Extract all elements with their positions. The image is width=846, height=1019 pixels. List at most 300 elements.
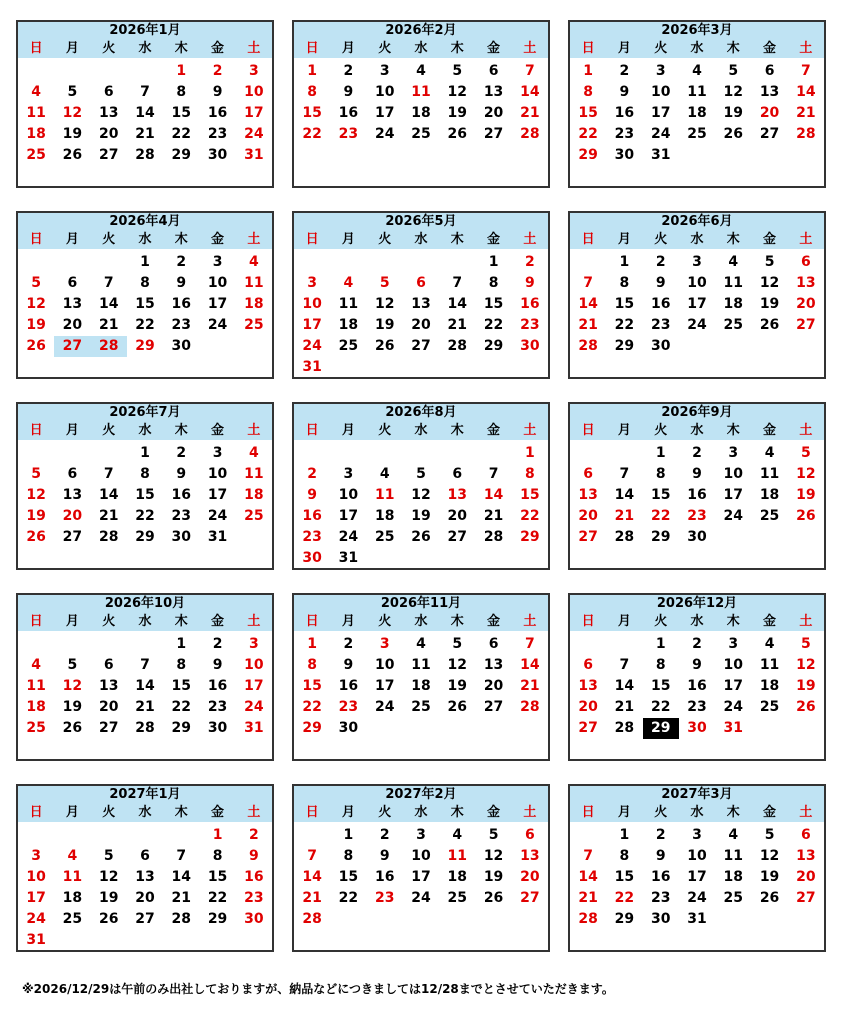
day-cell: 3 (212, 254, 223, 270)
day-cell: 8 (140, 466, 150, 482)
day-cell: 5 (103, 848, 114, 864)
day-cell: 27 (796, 317, 816, 333)
day-cell: 15 (614, 869, 635, 885)
day-cell: 20 (62, 508, 83, 524)
day-cell: 20 (135, 890, 155, 906)
day-cell: 9 (343, 657, 354, 673)
day-cell: 31 (244, 720, 264, 736)
day-cell: 24 (650, 126, 671, 142)
day-cell: 10 (207, 275, 228, 291)
weekday-label: 金 (763, 614, 777, 629)
day-cell: 12 (759, 848, 780, 864)
day-cell: 20 (98, 699, 119, 715)
weekday-label: 土 (799, 805, 813, 820)
day-cell: 1 (176, 63, 187, 79)
day-cell: 30 (614, 147, 635, 163)
day-cell: 9 (655, 275, 666, 291)
weekday-label: 金 (487, 423, 501, 438)
day-cell: 7 (488, 466, 499, 482)
day-cell: 13 (578, 678, 598, 694)
day-cell: 8 (176, 84, 187, 100)
weekday-label: 木 (174, 41, 188, 56)
day-cell: 20 (520, 869, 540, 885)
day-empty (606, 634, 642, 655)
day-cell: 8 (619, 848, 630, 864)
weekday-label: 木 (726, 41, 740, 56)
day-grid (294, 440, 548, 569)
day-cell: 6 (583, 466, 594, 482)
day-cell: 26 (447, 126, 468, 142)
day-cell: 2 (655, 254, 666, 270)
day-grid (570, 249, 824, 357)
day-empty (18, 825, 54, 846)
weekday-label: 日 (305, 232, 319, 247)
day-cell: 23 (338, 699, 359, 715)
day-cell: 11 (244, 466, 264, 482)
weekday-label: 木 (726, 805, 740, 820)
day-cell: 23 (650, 890, 671, 906)
day-cell: 22 (302, 126, 322, 142)
day-cell: 11 (338, 296, 359, 312)
day-cell: 30 (244, 911, 264, 927)
day-cell: 7 (140, 657, 150, 673)
day-cell: 28 (578, 911, 598, 927)
day-cell: 13 (62, 296, 83, 312)
day-cell: 22 (483, 317, 504, 333)
weekday-label: 火 (378, 232, 392, 247)
day-cell: 9 (379, 848, 390, 864)
day-cell: 2 (307, 466, 318, 482)
day-cell: 29 (171, 720, 192, 736)
month-title: 2027年1月 (18, 786, 272, 804)
weekday-label: 水 (414, 614, 428, 629)
day-cell: 29 (650, 529, 671, 545)
day-cell: 27 (520, 890, 540, 906)
day-cell: 5 (800, 445, 811, 461)
day-cell: 8 (343, 848, 354, 864)
day-cell: 27 (98, 147, 119, 163)
weekday-label: 日 (581, 41, 595, 56)
day-cell: 9 (524, 275, 535, 291)
day-cell: 28 (302, 911, 322, 927)
month-title: 2026年2月 (294, 22, 548, 40)
day-empty (403, 443, 439, 464)
day-cell: 27 (411, 338, 431, 354)
day-cell: 8 (655, 466, 666, 482)
day-cell: 14 (578, 296, 598, 312)
day-cell: 19 (796, 678, 816, 694)
day-cell: 24 (207, 508, 228, 524)
day-cell: 20 (411, 317, 431, 333)
month-title: 2026年4月 (18, 213, 272, 231)
day-cell: 29 (578, 147, 598, 163)
day-cell: 17 (650, 105, 671, 121)
weekday-header (18, 40, 272, 58)
weekday-label: 日 (29, 232, 43, 247)
day-cell: 8 (619, 275, 630, 291)
day-cell: 14 (520, 657, 540, 673)
day-cell: 5 (31, 275, 42, 291)
day-cell: 26 (411, 529, 431, 545)
day-cell: 6 (524, 827, 535, 843)
day-cell: 8 (140, 275, 150, 291)
day-cell: 8 (524, 466, 535, 482)
day-cell: 26 (62, 147, 83, 163)
weekday-label: 金 (487, 41, 501, 56)
day-cell: 24 (207, 317, 228, 333)
day-cell: 24 (26, 911, 46, 927)
day-cell: 16 (207, 105, 228, 121)
day-cell: 3 (379, 63, 390, 79)
day-cell: 14 (520, 84, 540, 100)
day-cell: 3 (31, 848, 42, 864)
day-cell: 5 (67, 84, 78, 100)
day-cell: 24 (338, 529, 359, 545)
day-cell: 10 (411, 848, 431, 864)
day-cell: 10 (338, 487, 359, 503)
day-cell: 26 (796, 699, 816, 715)
day-cell: 28 (447, 338, 468, 354)
day-cell: 4 (31, 84, 42, 100)
day-cell: 20 (578, 699, 598, 715)
day-cell: 17 (302, 317, 322, 333)
day-cell: 1 (307, 636, 318, 652)
day-cell: 10 (26, 869, 46, 885)
day-cell: 30 (687, 720, 707, 736)
weekday-label: 日 (29, 41, 43, 56)
day-cell: 26 (98, 911, 119, 927)
day-cell: 21 (578, 317, 598, 333)
day-cell: 18 (244, 487, 264, 503)
day-cell: 3 (416, 827, 426, 843)
day-cell: 7 (800, 63, 811, 79)
day-cell: 16 (171, 296, 192, 312)
day-cell: 2 (619, 63, 630, 79)
day-cell: 24 (244, 126, 264, 142)
day-cell: 18 (759, 487, 780, 503)
day-cell: 17 (411, 869, 431, 885)
day-empty (91, 443, 127, 464)
day-cell: 2 (248, 827, 259, 843)
weekday-header (570, 231, 824, 249)
day-cell: 14 (98, 487, 119, 503)
weekday-label: 金 (211, 41, 225, 56)
day-cell: 7 (452, 275, 463, 291)
month-calendar (568, 211, 826, 379)
day-cell: 17 (723, 487, 744, 503)
day-cell: 18 (687, 105, 707, 121)
day-cell: 22 (614, 317, 635, 333)
day-cell: 24 (244, 699, 264, 715)
day-cell: 15 (171, 678, 192, 694)
day-cell: 17 (374, 105, 395, 121)
day-cell: 30 (207, 720, 228, 736)
day-cell: 13 (796, 848, 816, 864)
day-cell: 6 (452, 466, 463, 482)
day-cell: 29 (614, 338, 635, 354)
weekday-label: 日 (581, 423, 595, 438)
day-cell: 1 (212, 827, 223, 843)
day-grid (570, 58, 824, 166)
day-cell: 17 (26, 890, 46, 906)
day-cell: 31 (338, 550, 359, 566)
day-cell: 2 (176, 254, 187, 270)
day-cell: 25 (723, 890, 744, 906)
day-empty (367, 252, 403, 273)
day-cell: 4 (379, 466, 390, 482)
day-cell: 15 (135, 487, 155, 503)
day-empty (91, 252, 127, 273)
day-cell: 18 (411, 678, 431, 694)
day-cell: 4 (764, 636, 775, 652)
day-cell: 26 (447, 699, 468, 715)
day-cell: 2 (379, 827, 390, 843)
day-empty (570, 252, 606, 273)
day-cell: 15 (171, 105, 192, 121)
day-cell: 10 (374, 657, 395, 673)
day-cell: 17 (207, 487, 228, 503)
day-cell: 15 (650, 487, 671, 503)
day-cell: 25 (687, 126, 707, 142)
month-calendar (16, 20, 274, 188)
day-cell: 29 (302, 720, 322, 736)
day-cell: 20 (483, 678, 504, 694)
day-cell: 4 (728, 827, 739, 843)
day-cell: 19 (796, 487, 816, 503)
day-cell: 15 (650, 678, 671, 694)
weekday-label: 金 (487, 232, 501, 247)
weekday-header (570, 613, 824, 631)
day-cell: 12 (796, 657, 816, 673)
weekday-header (294, 422, 548, 440)
day-cell: 2 (692, 445, 702, 461)
weekday-label: 木 (450, 41, 464, 56)
day-cell: 31 (302, 359, 322, 375)
day-cell: 8 (176, 657, 187, 673)
weekday-label: 月 (65, 614, 79, 629)
weekday-label: 土 (523, 232, 537, 247)
day-cell: 11 (759, 657, 780, 673)
day-cell: 10 (374, 84, 395, 100)
day-cell: 14 (135, 105, 155, 121)
day-cell: 30 (302, 550, 322, 566)
weekday-label: 土 (247, 805, 261, 820)
weekday-label: 金 (211, 232, 225, 247)
day-cell: 23 (374, 890, 395, 906)
weekday-label: 日 (581, 614, 595, 629)
day-cell: 25 (759, 508, 780, 524)
day-cell: 26 (759, 890, 780, 906)
weekday-label: 金 (487, 614, 501, 629)
day-cell: 7 (307, 848, 318, 864)
day-empty (127, 61, 163, 82)
day-cell: 25 (411, 126, 431, 142)
day-cell: 3 (728, 636, 739, 652)
day-cell: 14 (614, 678, 635, 694)
day-cell: 23 (687, 508, 707, 524)
day-cell: 28 (135, 720, 155, 736)
day-cell: 2 (212, 63, 223, 79)
day-cell: 22 (520, 508, 540, 524)
day-cell: 9 (212, 657, 223, 673)
day-cell: 21 (171, 890, 192, 906)
day-cell: 29 (135, 338, 155, 354)
day-cell: 11 (687, 84, 707, 100)
day-cell: 5 (31, 466, 42, 482)
day-cell: 28 (98, 529, 119, 545)
day-cell: 15 (338, 869, 359, 885)
day-cell: 15 (302, 678, 322, 694)
day-cell: 15 (578, 105, 598, 121)
day-cell: 18 (723, 869, 744, 885)
day-cell: 13 (98, 105, 119, 121)
weekday-label: 日 (29, 423, 43, 438)
day-cell: 17 (687, 869, 707, 885)
day-cell: 5 (764, 254, 775, 270)
day-cell: 27 (483, 699, 504, 715)
day-cell: 10 (302, 296, 322, 312)
day-empty (294, 443, 330, 464)
day-cell: 18 (411, 105, 431, 121)
footnote: ※2026/12/29は午前のみ出社しておりますが、納品などにつきましては12/28までとさせていただきます。 (22, 982, 614, 996)
weekday-label: 月 (341, 805, 355, 820)
day-empty (475, 443, 511, 464)
day-cell: 15 (207, 869, 228, 885)
day-cell: 9 (692, 466, 702, 482)
day-cell: 29 (520, 529, 540, 545)
day-cell: 16 (171, 487, 192, 503)
month-calendar (292, 402, 550, 570)
day-cell: 13 (98, 678, 119, 694)
day-cell: 22 (338, 890, 359, 906)
day-cell: 22 (207, 890, 228, 906)
day-cell: 16 (302, 508, 322, 524)
month-title: 2026年7月 (18, 404, 272, 422)
day-empty (54, 634, 90, 655)
day-cell: 6 (67, 466, 78, 482)
day-cell: 23 (207, 126, 228, 142)
day-empty (18, 61, 54, 82)
weekday-label: 火 (378, 805, 392, 820)
day-cell: 31 (207, 529, 228, 545)
day-cell: 14 (302, 869, 322, 885)
weekday-label: 火 (654, 614, 668, 629)
day-cell: 7 (103, 466, 114, 482)
weekday-label: 火 (378, 614, 392, 629)
day-empty (91, 825, 127, 846)
day-cell: 13 (411, 296, 431, 312)
day-cell: 22 (302, 699, 322, 715)
day-cell: 11 (759, 466, 780, 482)
day-grid (570, 631, 824, 739)
weekday-label: 月 (65, 41, 79, 56)
day-empty (54, 252, 90, 273)
weekday-label: 金 (763, 41, 777, 56)
day-cell: 21 (520, 678, 540, 694)
day-empty (570, 634, 606, 655)
day-cell: 13 (578, 487, 598, 503)
day-cell: 18 (374, 508, 395, 524)
weekday-label: 火 (654, 423, 668, 438)
day-cell: 12 (26, 487, 46, 503)
day-cell: 19 (26, 317, 46, 333)
day-cell: 25 (374, 529, 395, 545)
day-empty (294, 252, 330, 273)
day-cell: 12 (98, 869, 119, 885)
day-empty (570, 443, 606, 464)
day-cell: 21 (98, 317, 119, 333)
weekday-label: 木 (174, 232, 188, 247)
day-cell: 13 (520, 848, 540, 864)
day-grid (18, 249, 272, 357)
day-cell: 28 (614, 720, 635, 736)
month-title: 2026年11月 (294, 595, 548, 613)
day-cell: 22 (171, 126, 192, 142)
day-cell: 6 (103, 84, 114, 100)
day-cell: 12 (796, 466, 816, 482)
day-cell: 6 (67, 275, 78, 291)
day-empty (367, 443, 403, 464)
day-cell: 19 (759, 296, 780, 312)
weekday-label: 火 (102, 423, 116, 438)
day-cell: 2 (655, 827, 666, 843)
day-cell: 29 (135, 529, 155, 545)
day-cell: 9 (692, 657, 702, 673)
day-cell: 30 (520, 338, 540, 354)
weekday-label: 日 (305, 41, 319, 56)
day-cell: 7 (524, 636, 535, 652)
day-cell: 19 (759, 869, 780, 885)
day-cell: 4 (764, 445, 775, 461)
day-cell: 27 (62, 529, 83, 545)
day-cell: 28 (578, 338, 598, 354)
day-cell: 1 (343, 827, 354, 843)
weekday-label: 木 (174, 423, 188, 438)
day-grid (18, 440, 272, 548)
day-cell: 21 (302, 890, 322, 906)
day-grid (18, 58, 272, 166)
weekday-label: 月 (617, 232, 631, 247)
day-cell: 2 (524, 254, 535, 270)
day-cell: 21 (135, 699, 155, 715)
day-cell: 26 (374, 338, 395, 354)
day-cell: 31 (723, 720, 744, 736)
day-cell: 16 (520, 296, 540, 312)
weekday-header (18, 231, 272, 249)
day-cell: 25 (411, 699, 431, 715)
weekday-label: 水 (414, 41, 428, 56)
weekday-header (18, 804, 272, 822)
weekday-label: 水 (690, 614, 704, 629)
day-cell: 24 (723, 508, 744, 524)
day-cell: 16 (614, 105, 635, 121)
month-calendar (568, 402, 826, 570)
day-cell: 9 (307, 487, 318, 503)
weekday-label: 月 (65, 232, 79, 247)
day-cell: 28 (135, 147, 155, 163)
day-cell: 10 (650, 84, 671, 100)
weekday-label: 火 (102, 41, 116, 56)
day-cell: 22 (650, 508, 671, 524)
day-empty (127, 634, 163, 655)
day-cell: 4 (728, 254, 739, 270)
weekday-header (294, 231, 548, 249)
day-cell: 9 (212, 84, 223, 100)
day-cell: 3 (212, 445, 223, 461)
day-cell: 3 (692, 827, 702, 843)
day-cell: 15 (483, 296, 504, 312)
day-cell: 22 (650, 699, 671, 715)
